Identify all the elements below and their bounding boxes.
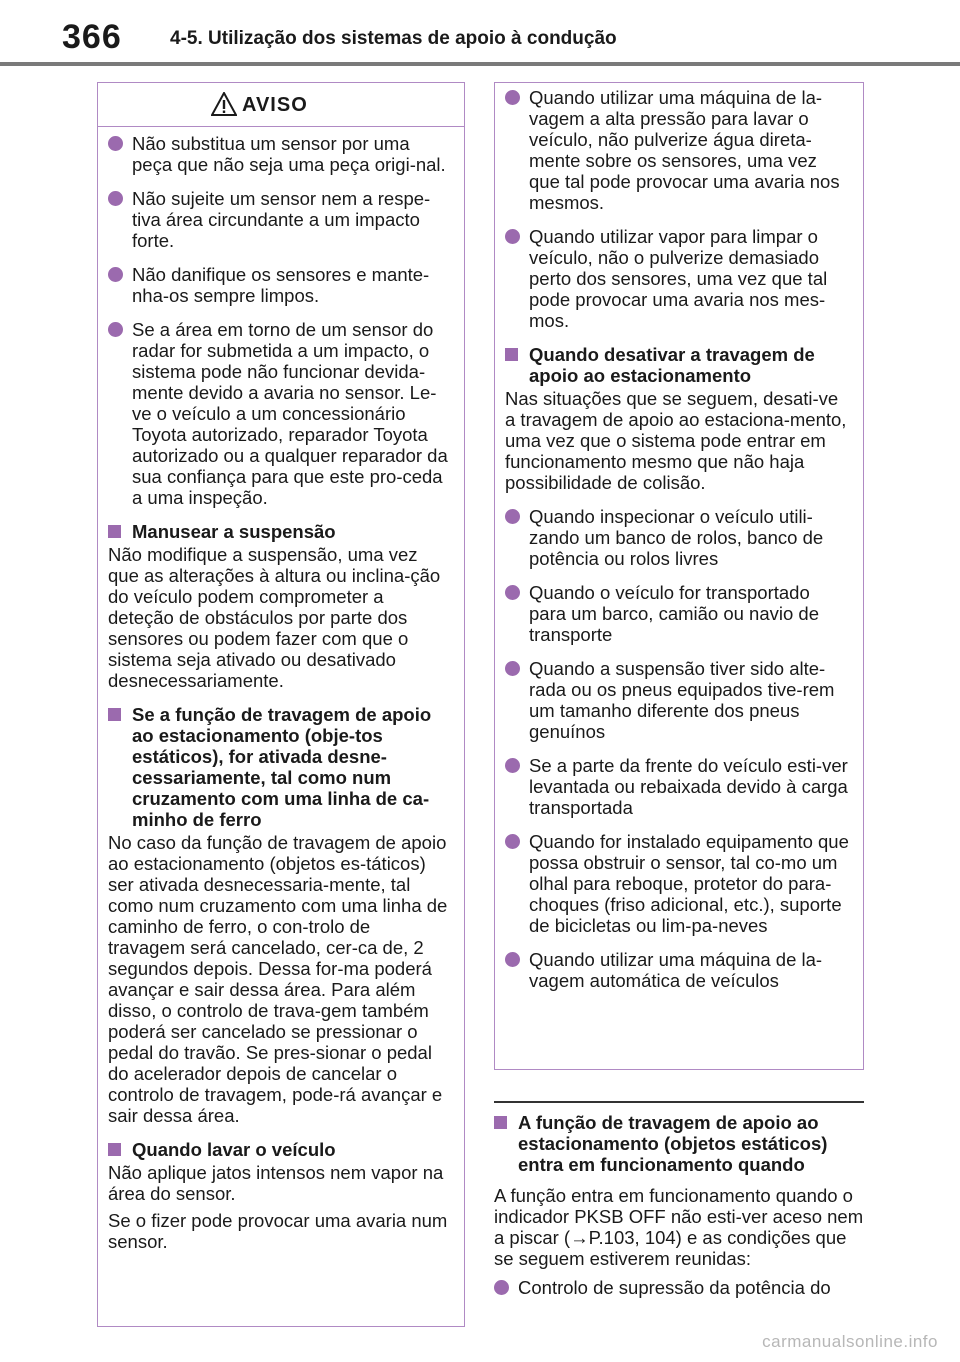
paragraph: No caso da função de travagem de apoio ao estacionamento (objetos es-táticos) ser ativada desnecessaria-mente, tal como num cruzamento com uma linha de caminho de ferro, o con-trolo de travagem será cancelado, cer-ca de, 2 segundos depois. Dessa for-ma poderá avançar e sair dessa área. Para além disso, o controlo de trava-gem também poderá ser cancelado se pressionar o pedal do travão. Se pres-sionar o pedal do acelerador depois de cancelar o controlo de travagem, pode-rá avançar e sair dessa área. [108, 832, 448, 1126]
square-bullet-icon [505, 348, 518, 361]
bullet-icon [108, 136, 123, 151]
list-item: Quando a suspensão tiver sido alte-rada ou os pneus equipados tive-rem um tamanho diferente dos pneus genuínos [505, 658, 849, 742]
paragraph: Não modifique a suspensão, uma vez que as alterações à altura ou inclina-ção do veículo podem comprometer a deteção de obstáculos por parte dos sensores ou podem fazer com que o sistema seja ativado ou desativado desnecessariamente. [108, 544, 441, 691]
list-item: Quando inspecionar o veículo utili-zando um banco de rolos, banco de potência ou rolos livres [505, 506, 849, 569]
bullet-icon [505, 585, 520, 600]
subsection-heading: A função de travagem de apoio ao estacionamento (objetos estáticos) entra em funcionamento quando [494, 1112, 864, 1175]
list-item: Se a área em torno de um sensor do radar for submetida a um impacto, o sistema pode não funcionar devida-mente devido a avaria no sensor. Le-ve o veículo a um concessionário Toyota autorizado, reparador Toyota autorizado ou a qualquer reparador da sua confiança para que este pro-ceda a uma inspeção. [108, 319, 450, 508]
list-item: Não danifique os sensores e mante-nha-os sempre limpos. [108, 264, 450, 306]
bullet-icon [108, 267, 123, 282]
bullet-icon [108, 191, 123, 206]
paragraph: Não aplique jatos intensos nem vapor na área do sensor. [108, 1162, 444, 1204]
warning-triangle-icon [211, 92, 237, 116]
list-item: Quando utilizar vapor para limpar o veículo, não o pulverize demasiado perto dos sensores, uma vez que tal pode provocar uma avaria nos mes-mos. [505, 226, 849, 331]
warning-box-right [494, 82, 864, 1070]
list-item: Não sujeite um sensor nem a respe-tiva área circundante a um impacto forte. [108, 188, 450, 251]
subsection-heading: Manusear a suspensão [108, 521, 450, 542]
subsection-heading: Quando lavar o veículo [108, 1139, 450, 1160]
square-bullet-icon [494, 1116, 507, 1129]
list-item: Controlo de supressão da potência do [494, 1277, 864, 1298]
paragraph: Se o fizer pode provocar uma avaria num sensor. [108, 1210, 448, 1252]
subsection-heading: Se a função de travagem de apoio ao estacionamento (obje-tos estáticos), for ativada desne-cessariamente, tal como num cruzamento com uma linha de ca-minho de ferro [108, 704, 450, 830]
bullet-icon [108, 322, 123, 337]
page-number: 366 [62, 18, 122, 56]
list-item: Se a parte da frente do veículo esti-ver levantada ou rebaixada devido à carga transportada [505, 755, 849, 818]
bullet-icon [505, 758, 520, 773]
section-divider [494, 1101, 864, 1103]
bullet-icon [505, 661, 520, 676]
list-item: Quando o veículo for transportado para um barco, camião ou navio de transporte [505, 582, 849, 645]
paragraph: Nas situações que se seguem, desati-ve a travagem de apoio ao estaciona-mento, uma vez que o sistema pode entrar em funcionamento mesmo que não haja possibilidade de colisão. [505, 388, 847, 493]
section-title: 4-5. Utilização dos sistemas de apoio à condução [170, 28, 617, 49]
bullet-icon [505, 229, 520, 244]
subsection-heading: Quando desativar a travagem de apoio ao estacionamento [505, 344, 849, 386]
square-bullet-icon [108, 525, 121, 538]
square-bullet-icon [108, 708, 121, 721]
page-header [0, 0, 960, 66]
bullet-icon [494, 1280, 509, 1295]
list-item: Quando utilizar uma máquina de la-vagem a alta pressão para lavar o veículo, não pulverize água direta-mente sobre os sensores, uma vez que tal pode provocar uma avaria nos mesmos. [505, 87, 849, 213]
list-item: Quando for instalado equipamento que possa obstruir o sensor, tal co-mo um olhal para reboque, protetor do para-choques (friso adicional, etc.), suporte de bicicletas ou lim-pa-neves [505, 831, 849, 936]
operation-section [494, 1101, 864, 1311]
warning-box-left [97, 82, 465, 1327]
bullet-icon [505, 834, 520, 849]
list-item: Quando utilizar uma máquina de la-vagem automática de veículos [505, 949, 849, 991]
warning-title: AVISO [242, 94, 308, 116]
square-bullet-icon [108, 1143, 121, 1156]
bullet-icon [505, 90, 520, 105]
paragraph: A função entra em funcionamento quando o indicador PKSB OFF não esti-ver aceso nem a piscar (→P.103, 104) e as condições que se seguem estiverem reunidas: [494, 1184, 864, 1269]
bullet-icon [505, 509, 520, 524]
bullet-icon [505, 952, 520, 967]
list-item: Não substitua um sensor por uma peça que não seja uma peça origi-nal. [108, 133, 450, 175]
header-divider [0, 62, 960, 66]
watermark: carmanualsonline.info [762, 1332, 938, 1351]
warning-header [98, 83, 464, 127]
